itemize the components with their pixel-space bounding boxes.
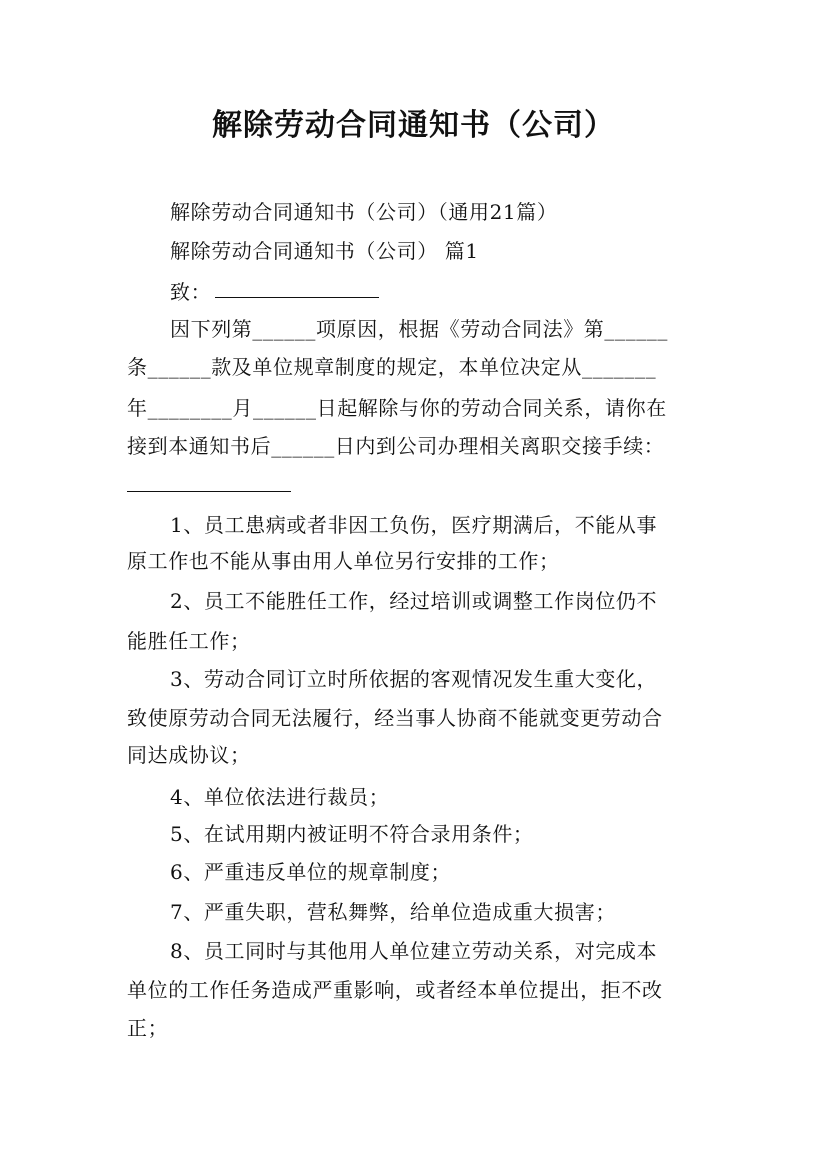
paragraph-line: 条______款及单位规章制度的规定，本单位决定从_______ (127, 355, 657, 379)
document-title: 解除劳动合同通知书（公司） (212, 108, 615, 143)
list-item-line: 能胜任工作； (127, 629, 251, 653)
section-heading: 解除劳动合同通知书（公司） 篇1 (170, 239, 479, 263)
list-item-line: 2、员工不能胜任工作，经过培训或调整工作岗位仍不 (170, 589, 658, 613)
list-item-line: 正； (127, 1016, 169, 1040)
list-item-line: 致使原劳动合同无法履行，经当事人协商不能就变更劳动合 (127, 706, 663, 730)
paragraph-line: 接到本通知书后______日内到公司办理相关离职交接手续： (127, 434, 665, 458)
list-item-line: 8、员工同时与其他用人单位建立劳动关系，对完成本 (170, 939, 658, 963)
paragraph-line: 年________月______日起解除与你的劳动合同关系，请你在 (127, 396, 667, 420)
list-item-line: 3、劳动合同订立时所依据的客观情况发生重大变化， (170, 667, 658, 691)
list-item-line: 同达成协议； (127, 743, 251, 767)
list-item-line: 6、严重违反单位的规章制度； (170, 860, 452, 884)
list-item-line: 7、严重失职，营私舞弊，给单位造成重大损害； (170, 900, 616, 924)
to-label: 致： (170, 280, 212, 304)
recipient-blank (215, 296, 379, 298)
paragraph-line: 因下列第______项原因，根据《劳动合同法》第______ (170, 317, 668, 341)
list-item-line: 1、员工患病或者非因工负伤，医疗期满后，不能从事 (170, 513, 658, 537)
list-item-line: 单位的工作任务造成严重影响，或者经本单位提出，拒不改 (127, 978, 663, 1002)
list-item-line: 5、在试用期内被证明不符合录用条件； (170, 822, 534, 846)
list-item-line: 原工作也不能从事由用人单位另行安排的工作； (127, 549, 560, 573)
reason-blank (127, 490, 291, 492)
list-item-line: 4、单位依法进行裁员； (170, 785, 390, 809)
document-subtitle: 解除劳动合同通知书（公司）（通用21篇） (170, 200, 558, 224)
